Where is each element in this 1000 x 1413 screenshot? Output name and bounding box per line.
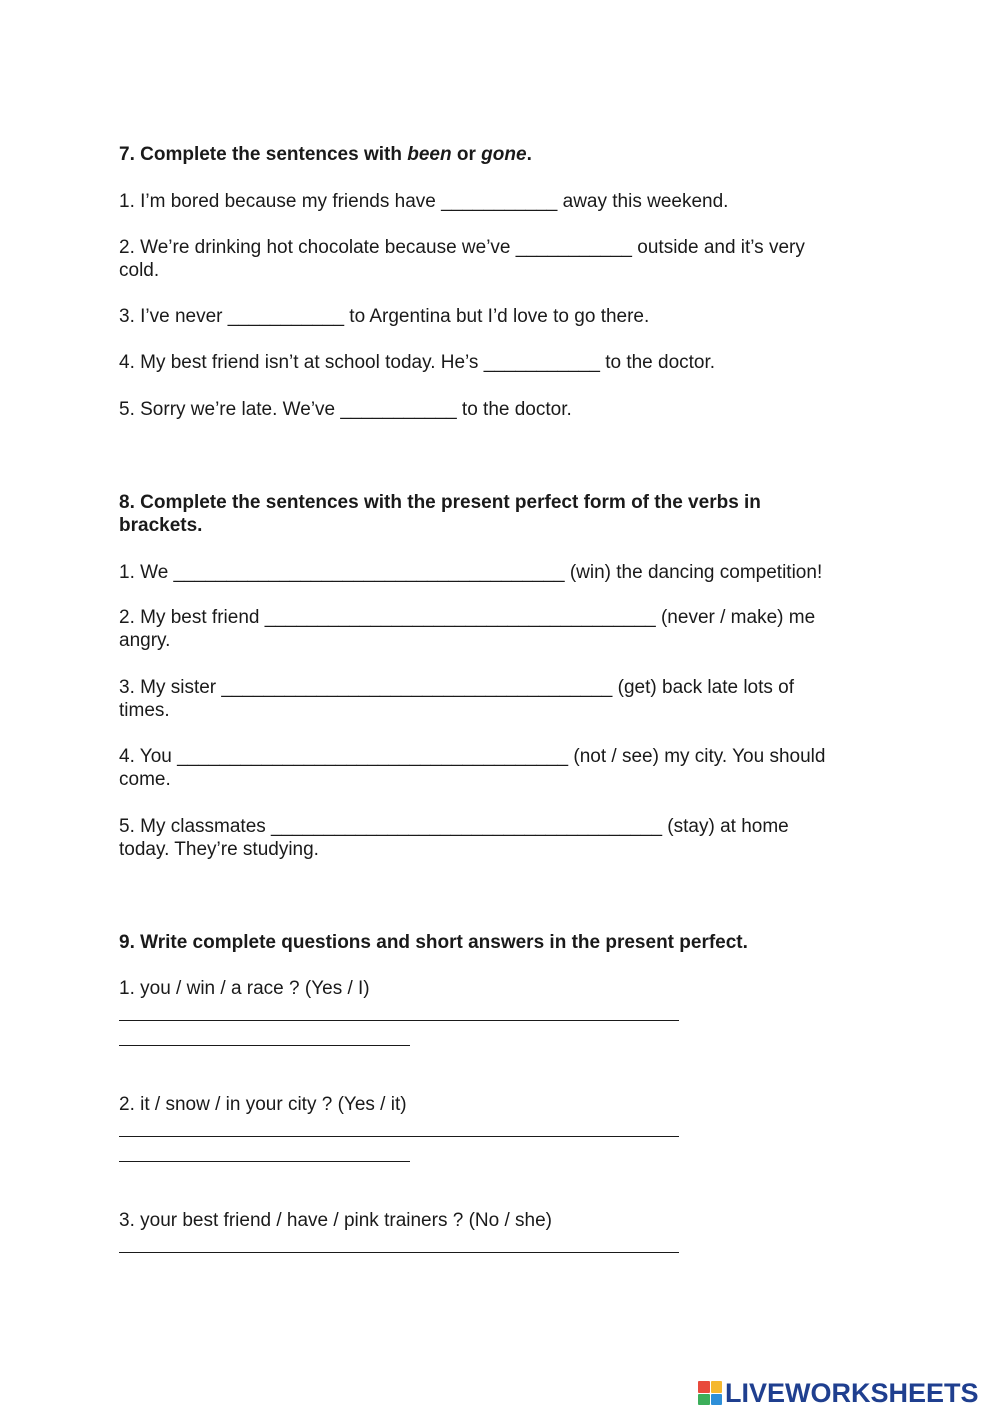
answer-line[interactable] bbox=[119, 1045, 410, 1046]
s9-item-1: 1. you / win / a race ? (Yes / I) bbox=[119, 978, 370, 999]
s9-item-3: 3. your best friend / have / pink trainers ? (No / she) bbox=[119, 1210, 552, 1231]
answer-line[interactable] bbox=[119, 1136, 679, 1137]
logo-mark-tile bbox=[698, 1394, 710, 1406]
heading-text: or bbox=[451, 144, 482, 165]
heading-text: 7. Complete the sentences with bbox=[119, 144, 408, 165]
logo-mark-icon bbox=[698, 1381, 722, 1405]
heading-em-gone: gone bbox=[481, 144, 527, 165]
s7-item-1: 1. I’m bored because my friends have ___________ away this weekend. bbox=[119, 191, 729, 212]
s8-item-2-cont: angry. bbox=[119, 630, 171, 651]
heading-text: . bbox=[526, 144, 532, 165]
logo-mark-tile bbox=[711, 1394, 723, 1406]
liveworksheets-logo bbox=[698, 1380, 979, 1406]
s8-item-4-cont: come. bbox=[119, 769, 171, 790]
s8-item-1: 1. We _____________________________________ (win) the dancing competition! bbox=[119, 562, 823, 583]
s8-item-4: 4. You _____________________________________ (not / see) my city. You should bbox=[119, 746, 826, 767]
logo-text: LIVEWORKSHEETS bbox=[725, 1378, 979, 1408]
answer-line[interactable] bbox=[119, 1252, 679, 1253]
section-7-heading bbox=[119, 143, 532, 166]
answer-line[interactable] bbox=[119, 1020, 679, 1021]
section-9-heading: 9. Write complete questions and short answers in the present perfect. bbox=[119, 932, 748, 953]
s8-item-5-cont: today. They’re studying. bbox=[119, 839, 319, 860]
logo-mark-tile bbox=[711, 1381, 723, 1393]
section-8-heading-line-1: 8. Complete the sentences with the present perfect form of the verbs in bbox=[119, 492, 761, 513]
s7-item-4: 4. My best friend isn’t at school today. He’s ___________ to the doctor. bbox=[119, 352, 716, 373]
s8-item-2: 2. My best friend _____________________________________ (never / make) me bbox=[119, 607, 816, 628]
s8-item-5: 5. My classmates _____________________________________ (stay) at home bbox=[119, 816, 789, 837]
s7-item-2-cont: cold. bbox=[119, 260, 160, 281]
section-8-heading-line-2: brackets. bbox=[119, 515, 203, 536]
s7-item-2: 2. We’re drinking hot chocolate because we’ve ___________ outside and it’s very bbox=[119, 237, 805, 258]
answer-line[interactable] bbox=[119, 1161, 410, 1162]
s9-item-2: 2. it / snow / in your city ? (Yes / it) bbox=[119, 1094, 407, 1115]
s7-item-3: 3. I’ve never ___________ to Argentina but I’d love to go there. bbox=[119, 306, 650, 327]
s8-item-3: 3. My sister _____________________________________ (get) back late lots of bbox=[119, 677, 795, 698]
heading-em-been: been bbox=[407, 144, 452, 165]
logo-mark-tile bbox=[698, 1381, 710, 1393]
s8-item-3-cont: times. bbox=[119, 700, 170, 721]
s7-item-5: 5. Sorry we’re late. We’ve ___________ to the doctor. bbox=[119, 399, 572, 420]
